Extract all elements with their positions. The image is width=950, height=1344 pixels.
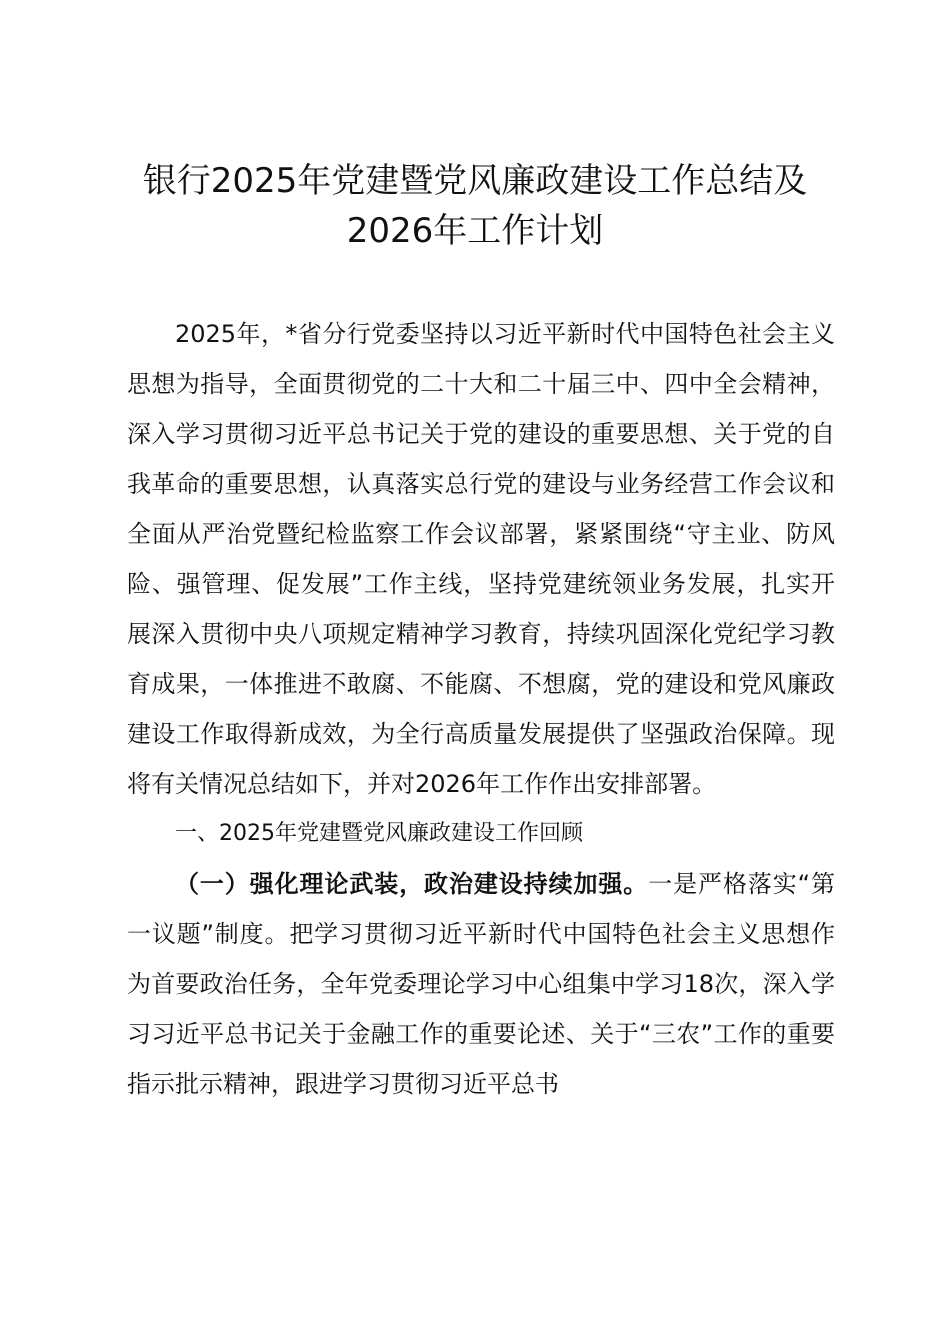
intro-paragraph: 2025年，*省分行党委坚持以习近平新时代中国特色社会主义思想为指导，全面贯彻党的二十大和二十届三中、四中全会精神，深入学习贯彻习近平总书记关于党的建设的重要思想、关于党的自我革命的重要思想，认真落实总行党的建设与业务经营工作会议和全面从严治党暨纪检监察工作会议部署，紧紧围绕“守主业、防风险、强管理、促发展”工作主线，坚持党建统领业务发展，扎实开展深入贯彻中央八项规定精神学习教育，持续巩固深化党纪学习教育成果，一体推进不敢腐、不能腐、不想腐，党的建设和党风廉政建设工作取得新成效，为全行高质量发展提供了坚强政治保障。现将有关情况总结如下，并对2026年工作作出安排部署。 (127, 320, 835, 798)
document-body (127, 309, 835, 1109)
subsection-heading-1: （一）强化理论武装，政治建设持续加强。 (175, 870, 649, 898)
title-line-2: 2026年工作计划 (346, 211, 604, 251)
subsection-text-1: 一是严格落实“第一议题”制度。把学习贯彻习近平新时代中国特色社会主义思想作为首要政治任务，全年党委理论学习中心组集中学习18次，深入学习习近平总书记关于金融工作的重要论述、关于“三农”工作的重要指示批示精神，跟进学习贯彻习近平总书 (127, 870, 835, 1098)
section-heading-1: 一、2025年党建暨党风廉政建设工作回顾 (175, 821, 583, 846)
title-line-1: 银行2025年党建暨党风廉政建设工作总结及 (142, 161, 808, 201)
document-title (110, 156, 840, 256)
subsection-paragraph-1 (127, 859, 835, 1109)
